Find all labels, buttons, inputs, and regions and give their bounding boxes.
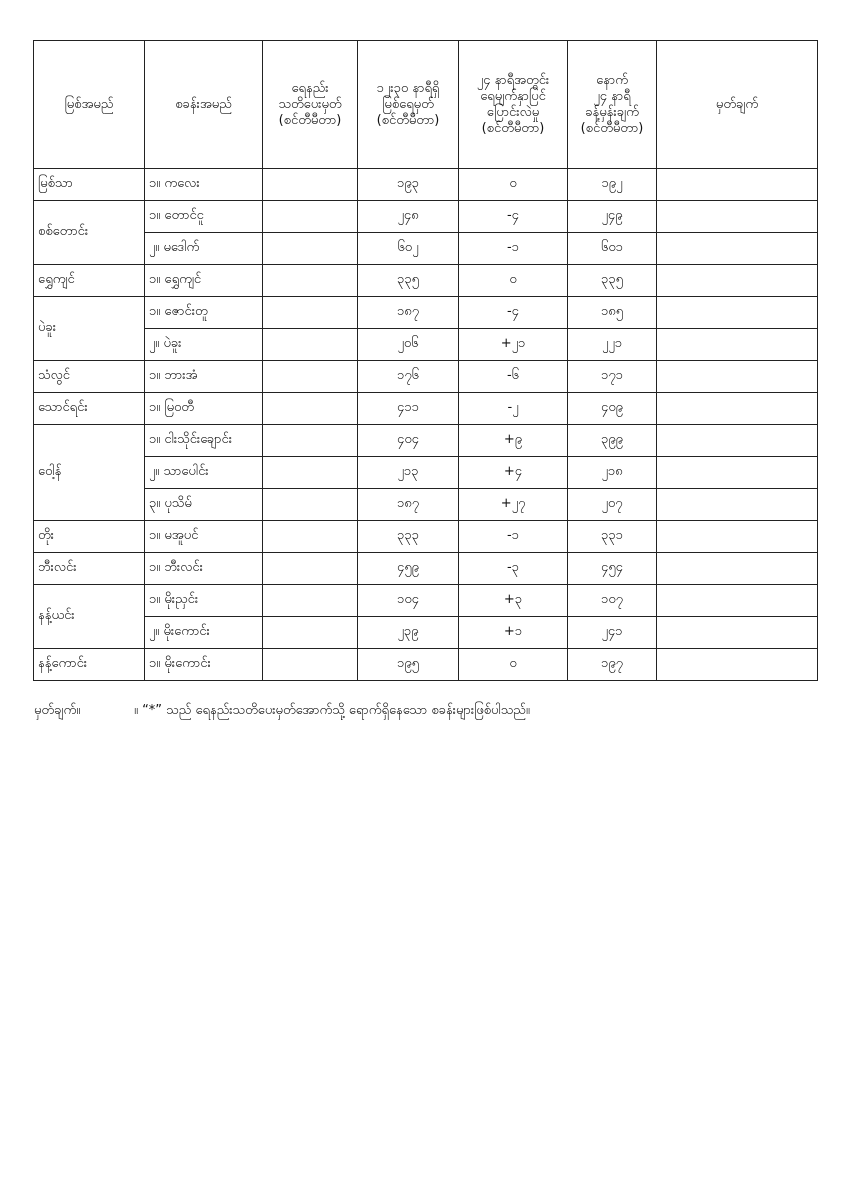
water-level-cell: ၂၀၆ — [358, 329, 459, 361]
water-level-cell: ၁၉၃ — [358, 169, 459, 201]
river-name-cell: မြစ်သာ — [34, 169, 145, 201]
footnote-label: မှတ်ချက်။ — [34, 703, 81, 718]
water-level-cell: ၃၃၅ — [358, 265, 459, 297]
change-cell: -၁ — [459, 233, 568, 265]
table-row — [34, 201, 818, 233]
change-cell: +၂၇ — [459, 489, 568, 521]
table-row — [34, 169, 818, 201]
forecast-cell: ၁၇၁ — [568, 361, 657, 393]
table-row — [34, 617, 818, 649]
change-cell: -၄ — [459, 297, 568, 329]
station-cell: ၁။ မိုးကောင်း — [145, 649, 263, 681]
forecast-cell: ၄၀၉ — [568, 393, 657, 425]
station-cell: ၁။ မြဝတီ — [145, 393, 263, 425]
water-level-cell: ၁၈၇ — [358, 489, 459, 521]
station-cell: ၂။ မိုးကောင်း — [145, 617, 263, 649]
forecast-cell: ၁၈၅ — [568, 297, 657, 329]
forecast-cell: ၂၄၉ — [568, 201, 657, 233]
danger-level-cell — [263, 393, 358, 425]
forecast-cell: ၄၅၄ — [568, 553, 657, 585]
river-name-cell: သံလွင် — [34, 361, 145, 393]
change-cell: -၄ — [459, 201, 568, 233]
water-level-cell: ၄၁၁ — [358, 393, 459, 425]
remark-cell — [657, 297, 818, 329]
table-row — [34, 329, 818, 361]
remark-cell — [657, 521, 818, 553]
table-header-row — [34, 41, 818, 169]
station-cell: ၁။ ငါးသိုင်းချောင်း — [145, 425, 263, 457]
danger-level-cell — [263, 521, 358, 553]
danger-level-cell — [263, 585, 358, 617]
danger-level-cell — [263, 201, 358, 233]
river-name-cell: နန့်ယင်း — [34, 585, 145, 649]
river-name-cell: နန့်ကောင်း — [34, 649, 145, 681]
station-cell: ၂။ သာပေါင်း — [145, 457, 263, 489]
station-cell: ၂။ မဒေါက် — [145, 233, 263, 265]
danger-level-cell — [263, 489, 358, 521]
forecast-cell: ၆၀၁ — [568, 233, 657, 265]
remark-cell — [657, 393, 818, 425]
danger-level-cell — [263, 329, 358, 361]
footnote — [34, 702, 530, 721]
table-row — [34, 585, 818, 617]
remark-cell — [657, 201, 818, 233]
danger-level-cell — [263, 649, 358, 681]
water-level-cell: ၆၀၂ — [358, 233, 459, 265]
table-row — [34, 457, 818, 489]
station-cell: ၁။ ရွှေကျင် — [145, 265, 263, 297]
danger-level-cell — [263, 233, 358, 265]
header-remark: မှတ်ချက် — [657, 41, 818, 169]
water-level-cell: ၂၃၉ — [358, 617, 459, 649]
footnote-text: ။ “*” သည် ရေနည်းသတိပေးမှတ်အောက်သို့ ရောက်ရှိနေသော စခန်းများဖြစ်ပါသည်။ — [134, 703, 530, 718]
remark-cell — [657, 553, 818, 585]
header-forecast: နောက် ၂၄ နာရီ ခန့်မှန်းချက် (စင်တီမီတာ) — [568, 41, 657, 169]
water-level-cell: ၁၈၇ — [358, 297, 459, 329]
water-level-cell: ၄၅၉ — [358, 553, 459, 585]
danger-level-cell — [263, 457, 358, 489]
danger-level-cell — [263, 297, 358, 329]
water-level-cell: ၁၀၄ — [358, 585, 459, 617]
change-cell: ၀ — [459, 169, 568, 201]
remark-cell — [657, 457, 818, 489]
station-cell: ၁။ မအူပင် — [145, 521, 263, 553]
remark-cell — [657, 617, 818, 649]
change-cell: ၀ — [459, 649, 568, 681]
river-level-table — [33, 40, 818, 681]
table-row — [34, 297, 818, 329]
station-cell: ၁။ တောင်ငူ — [145, 201, 263, 233]
danger-level-cell — [263, 265, 358, 297]
forecast-cell: ၃၃၁ — [568, 521, 657, 553]
change-cell: +၂၁ — [459, 329, 568, 361]
station-cell: ၃။ ပုသိမ် — [145, 489, 263, 521]
river-name-cell: တိုး — [34, 521, 145, 553]
table-row — [34, 425, 818, 457]
change-cell: +၁ — [459, 617, 568, 649]
header-water-level: ၁၂း၃၀ နာရီရှိ မြစ်ရေမှတ် (စင်တီမီတာ) — [358, 41, 459, 169]
forecast-cell: ၂၂၁ — [568, 329, 657, 361]
table-row — [34, 361, 818, 393]
table-row — [34, 521, 818, 553]
forecast-cell: ၂၄၁ — [568, 617, 657, 649]
water-level-cell: ၄၀၄ — [358, 425, 459, 457]
station-cell: ၁။ ဇောင်းတူ — [145, 297, 263, 329]
water-level-cell: ၁၇၆ — [358, 361, 459, 393]
header-station: စခန်းအမည် — [145, 41, 263, 169]
water-level-cell: ၂၁၃ — [358, 457, 459, 489]
table-row — [34, 553, 818, 585]
station-cell: ၁။ ဘားအံ — [145, 361, 263, 393]
remark-cell — [657, 489, 818, 521]
change-cell: ၀ — [459, 265, 568, 297]
change-cell: +၃ — [459, 585, 568, 617]
river-name-cell: သောင်ရင်း — [34, 393, 145, 425]
water-level-cell: ၃၃၃ — [358, 521, 459, 553]
river-name-cell: ဘီးလင်း — [34, 553, 145, 585]
danger-level-cell — [263, 361, 358, 393]
remark-cell — [657, 265, 818, 297]
station-cell: ၁။ ဘီးလင်း — [145, 553, 263, 585]
river-name-cell: ဝေါ့န် — [34, 425, 145, 521]
station-cell: ၂။ ပဲခူး — [145, 329, 263, 361]
table-row — [34, 265, 818, 297]
remark-cell — [657, 233, 818, 265]
danger-level-cell — [263, 553, 358, 585]
danger-level-cell — [263, 425, 358, 457]
forecast-cell: ၁၉၇ — [568, 649, 657, 681]
header-danger-level: ရေနည်း သတိပေးမှတ် (စင်တီမီတာ) — [263, 41, 358, 169]
forecast-cell: ၃၉၉ — [568, 425, 657, 457]
danger-level-cell — [263, 617, 358, 649]
remark-cell — [657, 169, 818, 201]
change-cell: -၃ — [459, 553, 568, 585]
forecast-cell: ၁၀၇ — [568, 585, 657, 617]
table-row — [34, 233, 818, 265]
station-cell: ၁။ မိုးညှင်း — [145, 585, 263, 617]
remark-cell — [657, 585, 818, 617]
station-cell: ၁။ ကလေး — [145, 169, 263, 201]
river-name-cell: ပဲခူး — [34, 297, 145, 361]
river-name-cell: စစ်တောင်း — [34, 201, 145, 265]
remark-cell — [657, 361, 818, 393]
change-cell: +၉ — [459, 425, 568, 457]
forecast-cell: ၃၃၅ — [568, 265, 657, 297]
table-row — [34, 649, 818, 681]
forecast-cell: ၂၀၇ — [568, 489, 657, 521]
header-river: မြစ်အမည် — [34, 41, 145, 169]
water-level-cell: ၁၉၅ — [358, 649, 459, 681]
forecast-cell: ၁၉၂ — [568, 169, 657, 201]
water-level-cell: ၂၄၈ — [358, 201, 459, 233]
change-cell: -၆ — [459, 361, 568, 393]
forecast-cell: ၂၁၈ — [568, 457, 657, 489]
danger-level-cell — [263, 169, 358, 201]
change-cell: +၄ — [459, 457, 568, 489]
table-row — [34, 489, 818, 521]
change-cell: -၁ — [459, 521, 568, 553]
river-name-cell: ရွှေကျင် — [34, 265, 145, 297]
change-cell: -၂ — [459, 393, 568, 425]
remark-cell — [657, 329, 818, 361]
remark-cell — [657, 425, 818, 457]
table-row — [34, 393, 818, 425]
header-change: ၂၄ နာရီအတွင်း ရေမျက်နှာပြင် ပြောင်းလဲမှု (စင်တီမီတာ) — [459, 41, 568, 169]
remark-cell — [657, 649, 818, 681]
